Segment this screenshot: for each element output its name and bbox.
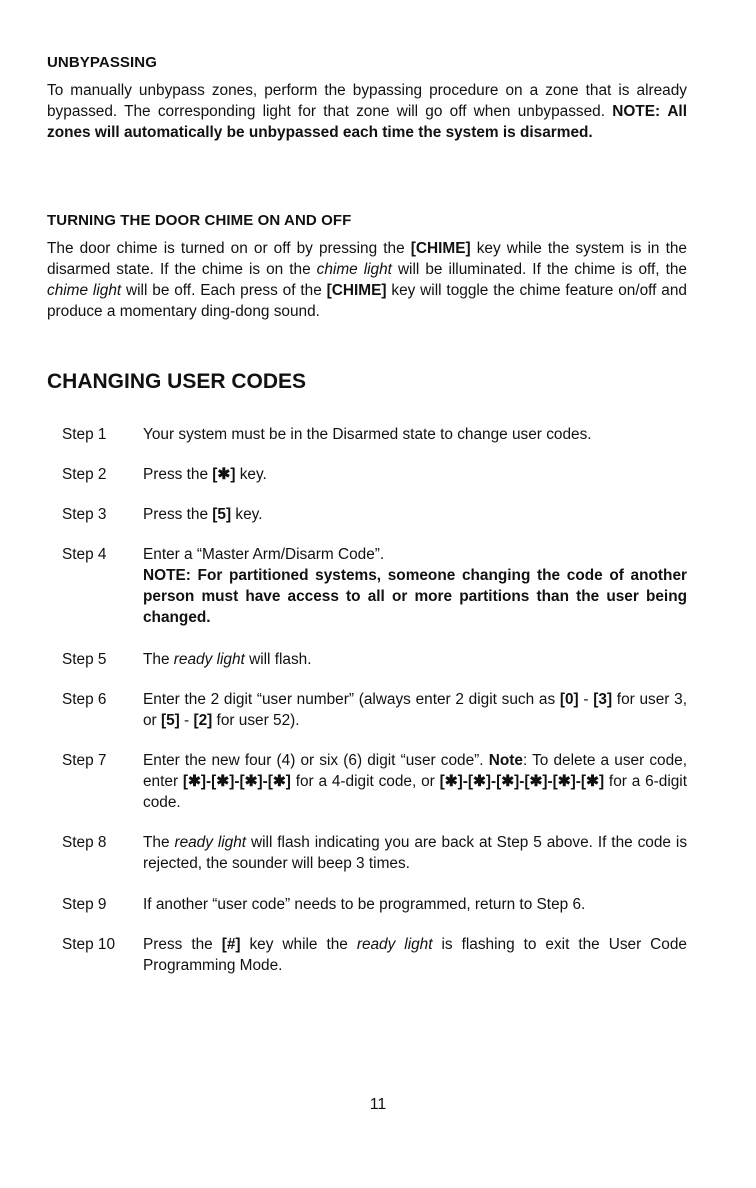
door-chime-heading: TURNING THE DOOR CHIME ON AND OFF xyxy=(47,212,352,229)
step-row xyxy=(62,504,687,525)
step-row xyxy=(62,750,687,813)
key-sequence: [✱]-[✱]-[✱]-[✱] xyxy=(182,773,291,790)
ready-light-term: ready light xyxy=(173,651,245,668)
step-row xyxy=(62,689,687,731)
ready-light-term: ready light xyxy=(356,936,433,953)
step-row xyxy=(62,424,687,445)
step-label: Step 4 xyxy=(62,546,107,563)
chime-light-term: chime light xyxy=(47,282,122,299)
step-label: Step 9 xyxy=(62,896,107,913)
step-text: If another “user code” needs to be programmed, return to Step 6. xyxy=(143,896,586,913)
ready-light-term: ready light xyxy=(174,834,247,851)
key-label: [2] xyxy=(193,712,213,729)
key-sequence: [✱]-[✱]-[✱]-[✱]-[✱]-[✱] xyxy=(439,773,605,790)
step-text: The ready light will flash indicating you are back at Step 5 above. If the code is rejected, the sounder will beep 3 times. xyxy=(143,834,688,872)
step-row xyxy=(62,894,687,915)
key-label: [0] xyxy=(559,691,579,708)
door-chime-text: The door chime is turned on or off by pressing the [CHIME] key while the system is in the disarmed state. If the chime is on the chime light will be illuminated. If the chime is off, the chime light will be off. Each press of the [CHIME] key will toggle the chime feature on/off and produce a momentary ding-dong sound. xyxy=(47,240,687,320)
step-row xyxy=(62,544,687,628)
step-text: Enter the 2 digit “user number” (always enter 2 digit such as [0] - [3] for user 3, or [5] - [2] for user 52). xyxy=(143,691,687,729)
note-label: NOTE: xyxy=(612,103,661,120)
partition-note: NOTE: For partitioned systems, someone changing the code of another person must have access to all or more partitions than the user being changed. xyxy=(143,567,687,626)
step-label: Step 7 xyxy=(62,752,107,769)
step-text: Press the [✱] key. xyxy=(143,466,267,483)
step-label: Step 2 xyxy=(62,466,107,483)
note-label: Note xyxy=(488,752,523,769)
step-row xyxy=(62,832,687,874)
key-label: [#] xyxy=(221,936,241,953)
step-label: Step 6 xyxy=(62,691,107,708)
key-label: [✱] xyxy=(212,466,236,483)
unbypassing-section xyxy=(47,54,687,143)
key-label: [3] xyxy=(593,691,613,708)
step-label: Step 5 xyxy=(62,651,107,668)
chime-key: [CHIME] xyxy=(410,240,471,257)
step-text: Press the [#] key while the ready light is flashing to exit the User Code Programming Mode. xyxy=(143,936,687,974)
step-text: Press the [5] key. xyxy=(143,506,263,523)
step-label: Step 10 xyxy=(62,936,116,953)
key-label: [5] xyxy=(160,712,180,729)
note-text: All zones will automatically be unbypassed each time the system is disarmed. xyxy=(47,103,687,141)
step-label: Step 3 xyxy=(62,506,107,523)
step-row xyxy=(62,934,687,976)
step-text: Enter the new four (4) or six (6) digit “user code”. Note: To delete a user code, enter [✱]-[✱]-[✱]-[✱] for a 4-digit code, or [✱]-[✱]-[✱]-[✱]-[✱]-[✱] for a 6-digit code. xyxy=(143,752,687,811)
unbypassing-heading: UNBYPASSING xyxy=(47,54,158,71)
chime-key: [CHIME] xyxy=(326,282,387,299)
door-chime-section xyxy=(47,212,687,322)
key-label: [5] xyxy=(212,506,232,523)
step-row xyxy=(62,649,687,670)
step-label: Step 8 xyxy=(62,834,107,851)
unbypassing-text: To manually unbypass zones, perform the bypassing procedure on a zone that is already bypassed. The corresponding light for that zone will go off when unbypassed. NOTE: All zones will automatically be unbypassed each time the system is disarmed. xyxy=(47,82,687,141)
step-row xyxy=(62,464,687,485)
chime-light-term: chime light xyxy=(316,261,392,278)
step-label: Step 1 xyxy=(62,426,107,443)
step-text: The ready light will flash. xyxy=(143,651,312,668)
step-text: Enter a “Master Arm/Disarm Code”. NOTE: For partitioned systems, someone changing the code of another person must have access to all or more partitions than the user being changed. xyxy=(143,546,687,626)
page-number: 11 xyxy=(369,1096,387,1113)
step-text: Your system must be in the Disarmed state to change user codes. xyxy=(143,426,592,443)
changing-user-codes-heading: CHANGING USER CODES xyxy=(47,370,307,393)
